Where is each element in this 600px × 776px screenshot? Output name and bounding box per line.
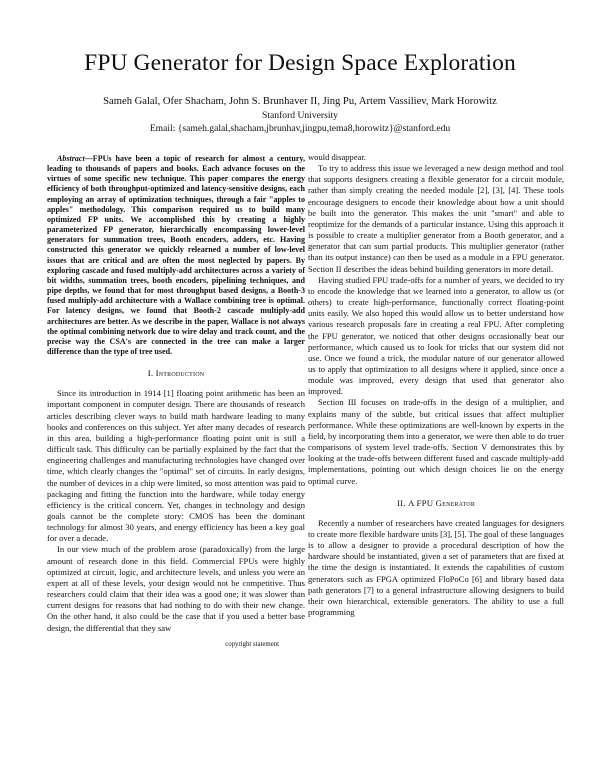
section-heading-introduction (47, 368, 305, 379)
abstract (47, 154, 305, 357)
section-title: A FPU Generator (408, 497, 476, 508)
abstract-label: Abstract (57, 154, 85, 163)
left-column (47, 154, 305, 650)
paragraph: Recently a number of researchers have created languages for designers to create more flexible hardware units [3], [5]. The goal of these languages is to allow a designer to provide a procedural description of how the hardware should be instantiated, given a set of parameters that are fixed at the time the design is instantiated. It extends the capabilities of custom generators such as FPGA optimized FloPoCo [6] and library based data path generators [7] to a general infrastructure allowing designers to build their own hierarchical, extensible generators. The ability to use a full programming (308, 517, 564, 618)
email-line: Email: {sameh.galal,shacham,jbrunhav,jingpu,tema8,horowitz}@stanford.edu (149, 123, 451, 134)
section-heading-fpu-generator (308, 498, 564, 509)
paragraph: Since its introduction in 1914 [1] floating point arithmetic has been an important component in computer design. There are thousands of research articles describing clever ways to build math hardware leading to many books and conferences on this subject. Yet after many decades of research in this area, building a high-performance floating point unit is still a difficult task. This difficulty can be partially explained by the fact that the engineering challenges and manufacturing technologies have changed over time, which clearly changes the "optimal" set of circuits. In early designs, the number of devices in a chip were limited, so most attention was paid to packaging and fitting the function into the hardware, while today energy efficiency is the critical concern. Yet, changes in technology and design goals cannot be the complete story: CMOS has been the dominant technology for almost 30 years, and energy efficiency has been a key goal for over a decade. (47, 388, 305, 544)
paper-title: FPU Generator for Design Space Exploration (84, 50, 516, 76)
affiliation: Stanford University (262, 110, 338, 121)
copyright-notice: copyright statement (225, 640, 279, 648)
section-number: I. (147, 368, 154, 379)
abstract-text: —FPUs have been a topic of research for almost a century, leading to thousands of papers and books. Each advance focuses on the virtues of some specific new technique. This paper compares the energy efficiency of both throughput-optimized and latency-sensitive designs, each employing an array of optimization techniques, through a fair "apples to apples" methodology. This comparison required us to build many optimized FP units. We accomplished this by creating a highly parameterized FP generator, hierarchically encompassing lower-level generators for summation trees, Booth encoders, adders, etc. Having constructed this generator we quickly relearned a number of low-level issues that are critical and are often the most neglected by papers. By exploring cascade and fused multiply-add architectures across a variety of bit widths, summation trees, booth encoders, pipelining techniques, and pipe depths, we found that for most throughput based designs, a Booth-3 fused multiply-add architecture with a Wallace combining tree is optimal. For latency designs, we found that Booth-2 cascade multiply-add architectures are better. As we describe in the paper, Wallace is not always the optimal combining network due to wire delay and track count, and the precise way the CSA's are connected in the tree can make a larger difference than the type of tree used. (47, 154, 305, 356)
paragraph: would disappear. (308, 152, 366, 162)
section-title: Introduction (155, 368, 205, 379)
paragraph: In our view much of the problem arose (paradoxically) from the large amount of research done in this field. Commercial FPUs were highly optimized at circuit, logic, and architecture levels, and unless you were an expert at all of these levels, your design would not be competitive. Thus researchers could claim that their idea was a good one; it was slower than current designs for reasons that had nothing to do with their new change. On the other hand, it also could be the case that if you used a better base design, the differential that they saw (47, 544, 305, 633)
section-number: II. (396, 497, 406, 508)
right-column (308, 152, 564, 618)
paragraph: Section III focuses on trade-offs in the design of a multiplier, and explains many of the subtle, but critical issues that affect multiplier performance. While these optimizations are well-known by experts in the field, by incorporating them into a generator, we were then able to do truer comparisons of system level trade-offs. Section V demonstrates this by looking at the trade-offs between different fused and cascade multiply-add implementations, pointing out which design choices lie on the energy optimal curve. (308, 397, 564, 486)
author-list: Sameh Galal, Ofer Shacham, John S. Brunhaver II, Jing Pu, Artem Vassiliev, Mark Horowitz (103, 96, 497, 107)
paragraph: To try to address this issue we leveraged a new design method and tool that supports designers creating a flexible generator for a circuit module, rather than simply creating the needed module [2], [3], [4]. These tools encourage designers to encode their knowledge about how a unit should be built into the generator. This makes the unit "smart" and able to reoptimize for the demands of a particular instance. Using this approach it is possible to create a multiplier generator from a Booth generator, and a generator that can sum partial products. This multiplier generator (rather than its output instance) can then be used as a module in a FPU generator. Section II describes the ideas behind building generators in more detail. (308, 163, 564, 274)
paragraph: Having studied FPU trade-offs for a number of years, we decided to try to encode the knowledge that we learned into a generator, to allow us (or others) to create high-performance, functionally correct floating-point units easily. We also hoped this would allow us to better understand how various research proposals fare in creating a real FPU. After completing the FPU generator, we noticed that other designs occasionally beat our performance, which caused us to look for tricks that our system did not use. Once we found a trick, the modular nature of our generator allowed us to apply that optimization to all designs where it applied, since once a module was improved, every design that used that generator also improved. (308, 274, 564, 397)
